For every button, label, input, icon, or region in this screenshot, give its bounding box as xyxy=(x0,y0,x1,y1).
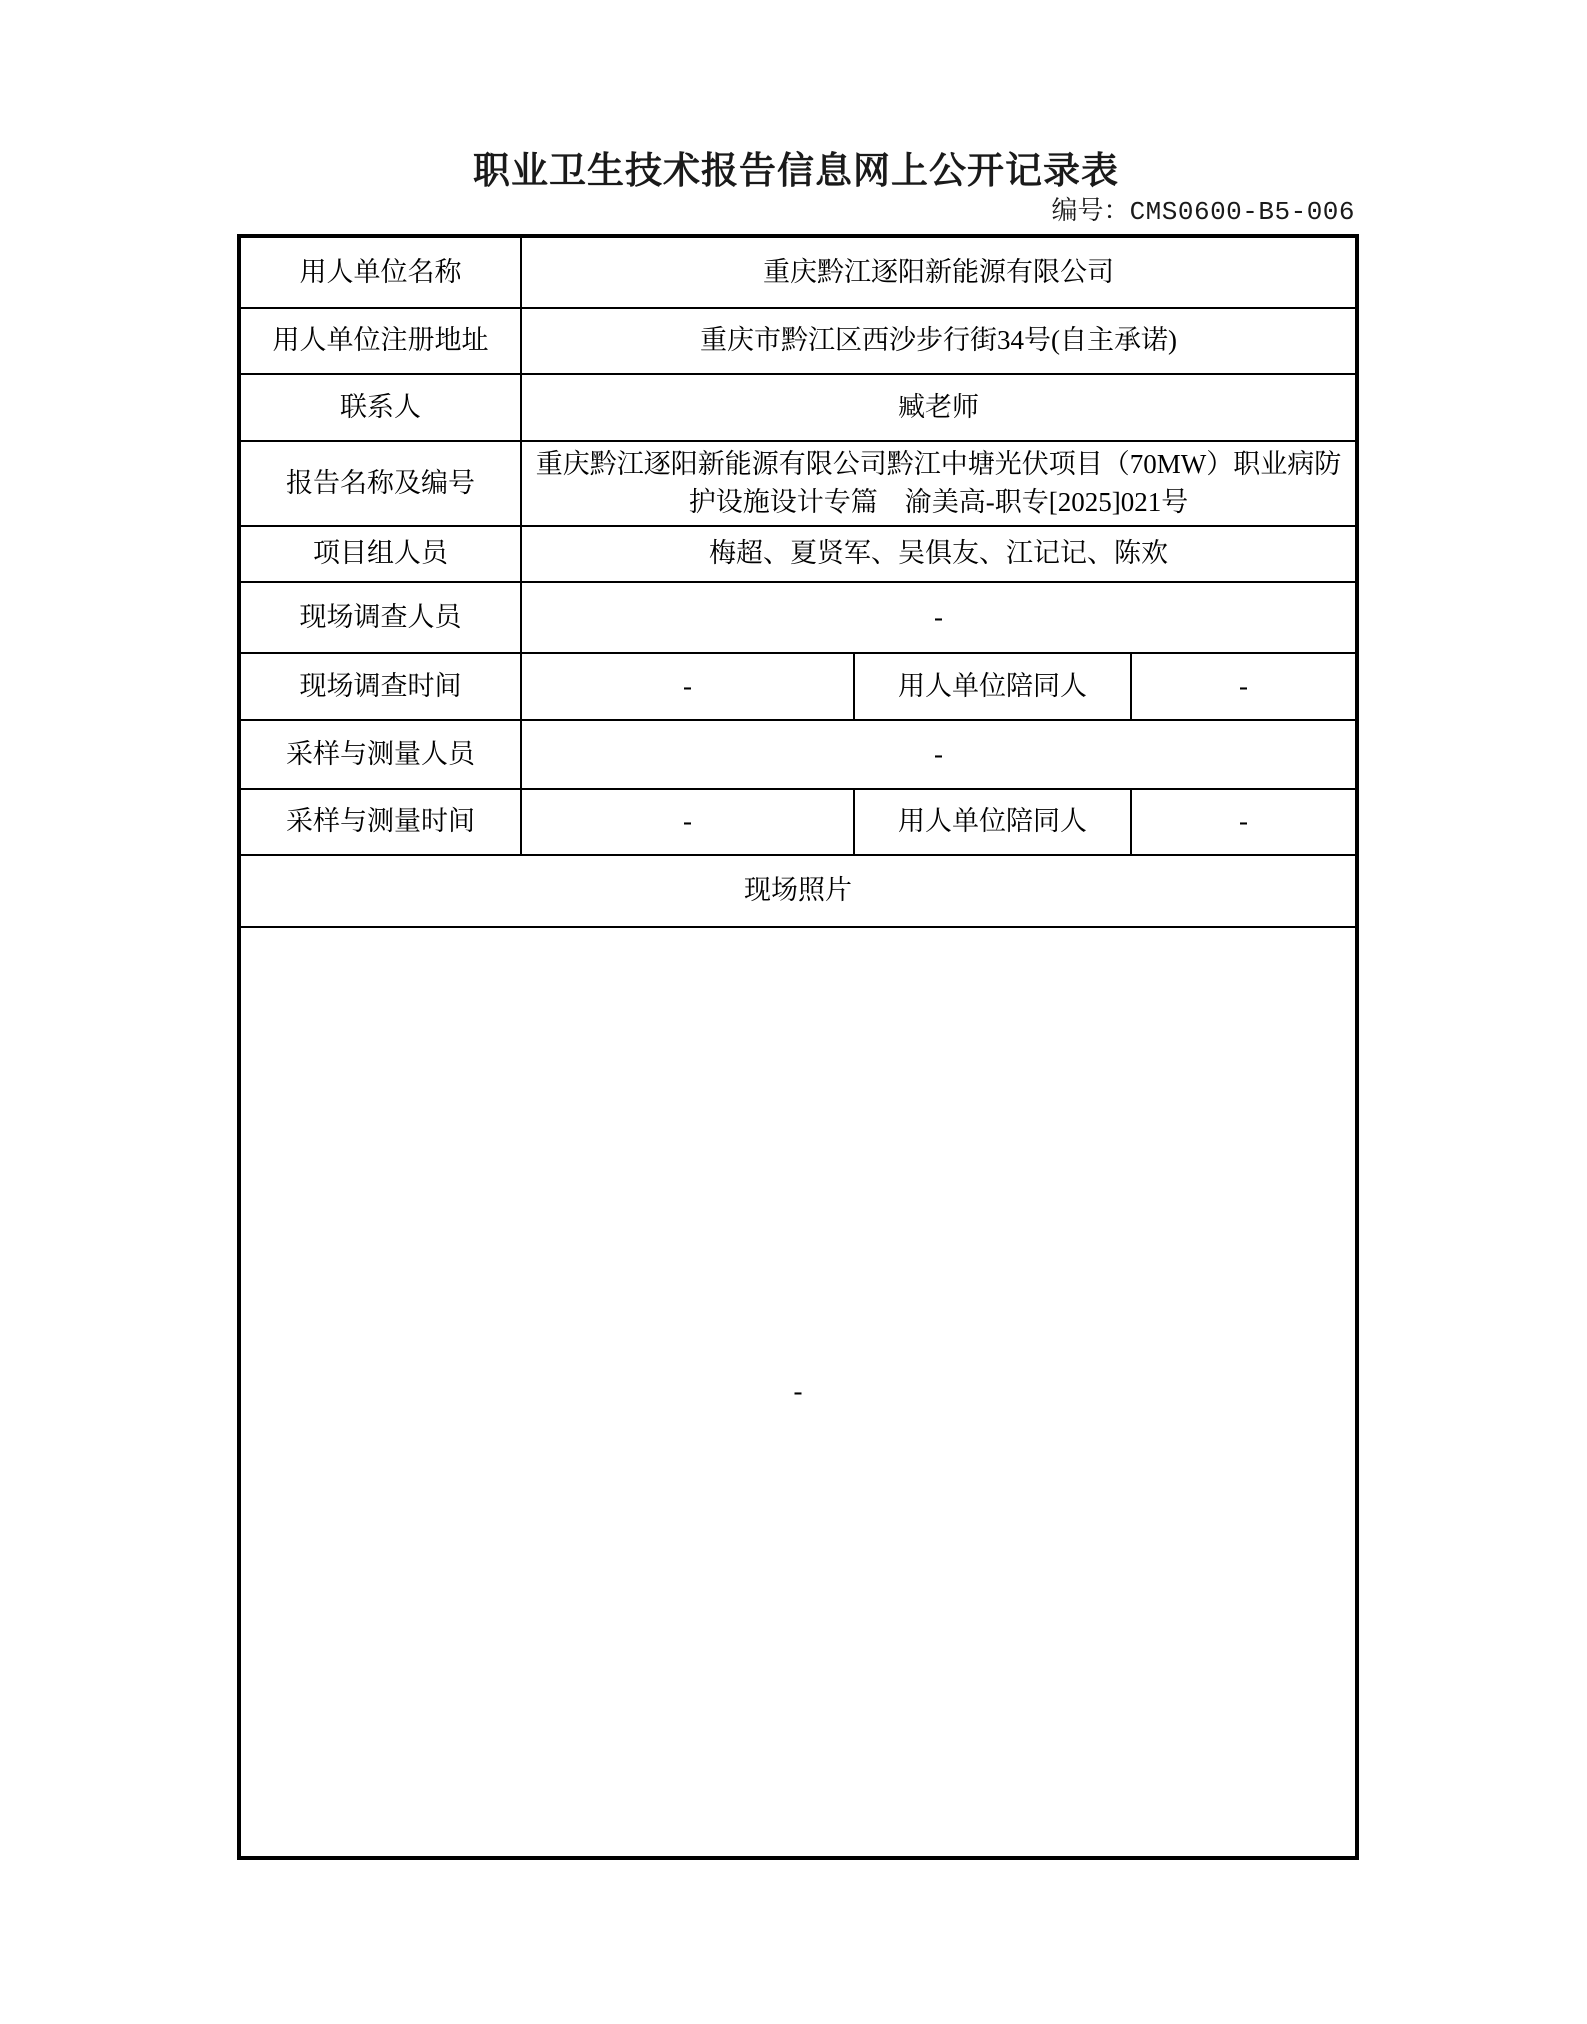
report-name-value: 重庆黔江逐阳新能源有限公司黔江中塘光伏项目（70MW）职业病防护设施设计专篇 渝美高-职专[2025]021号 xyxy=(521,441,1357,526)
employer-name-label: 用人单位名称 xyxy=(239,236,521,308)
employer-address-label: 用人单位注册地址 xyxy=(239,308,521,374)
photos-placeholder: - xyxy=(239,927,1357,1858)
row-site-survey-time xyxy=(239,653,1357,720)
site-survey-companion-label: 用人单位陪同人 xyxy=(854,653,1131,720)
row-contact xyxy=(239,374,1357,441)
doc-code-label: 编号： xyxy=(1051,196,1130,225)
sampling-time-value: - xyxy=(521,789,854,855)
row-photos-header xyxy=(239,855,1357,927)
site-survey-staff-value: - xyxy=(521,582,1357,653)
employer-name-value: 重庆黔江逐阳新能源有限公司 xyxy=(521,236,1357,308)
record-table xyxy=(237,234,1359,1860)
project-team-value: 梅超、夏贤军、吴俱友、江记记、陈欢 xyxy=(521,526,1357,582)
row-site-survey-staff xyxy=(239,582,1357,653)
row-sampling-time xyxy=(239,789,1357,855)
row-report-name xyxy=(239,441,1357,526)
page-title: 职业卫生技术报告信息网上公开记录表 xyxy=(473,151,1119,192)
doc-code-line xyxy=(237,194,1355,228)
sampling-time-label: 采样与测量时间 xyxy=(239,789,521,855)
report-name-label: 报告名称及编号 xyxy=(239,441,521,526)
site-survey-companion-value: - xyxy=(1131,653,1357,720)
employer-address-value: 重庆市黔江区西沙步行街34号(自主承诺) xyxy=(521,308,1357,374)
site-survey-time-label: 现场调查时间 xyxy=(239,653,521,720)
site-survey-time-value: - xyxy=(521,653,854,720)
sampling-companion-value: - xyxy=(1131,789,1357,855)
sampling-companion-label: 用人单位陪同人 xyxy=(854,789,1131,855)
row-photos-area xyxy=(239,927,1357,1858)
project-team-label: 项目组人员 xyxy=(239,526,521,582)
sampling-staff-value: - xyxy=(521,720,1357,789)
document-page xyxy=(237,0,1355,1860)
contact-label: 联系人 xyxy=(239,374,521,441)
contact-value: 臧老师 xyxy=(521,374,1357,441)
sampling-staff-label: 采样与测量人员 xyxy=(239,720,521,789)
site-survey-staff-label: 现场调查人员 xyxy=(239,582,521,653)
row-employer-address xyxy=(239,308,1357,374)
doc-code-value: CMS0600-B5-006 xyxy=(1129,197,1355,227)
photos-header: 现场照片 xyxy=(239,855,1357,927)
row-sampling-staff xyxy=(239,720,1357,789)
row-project-team xyxy=(239,526,1357,582)
row-employer-name xyxy=(239,236,1357,308)
